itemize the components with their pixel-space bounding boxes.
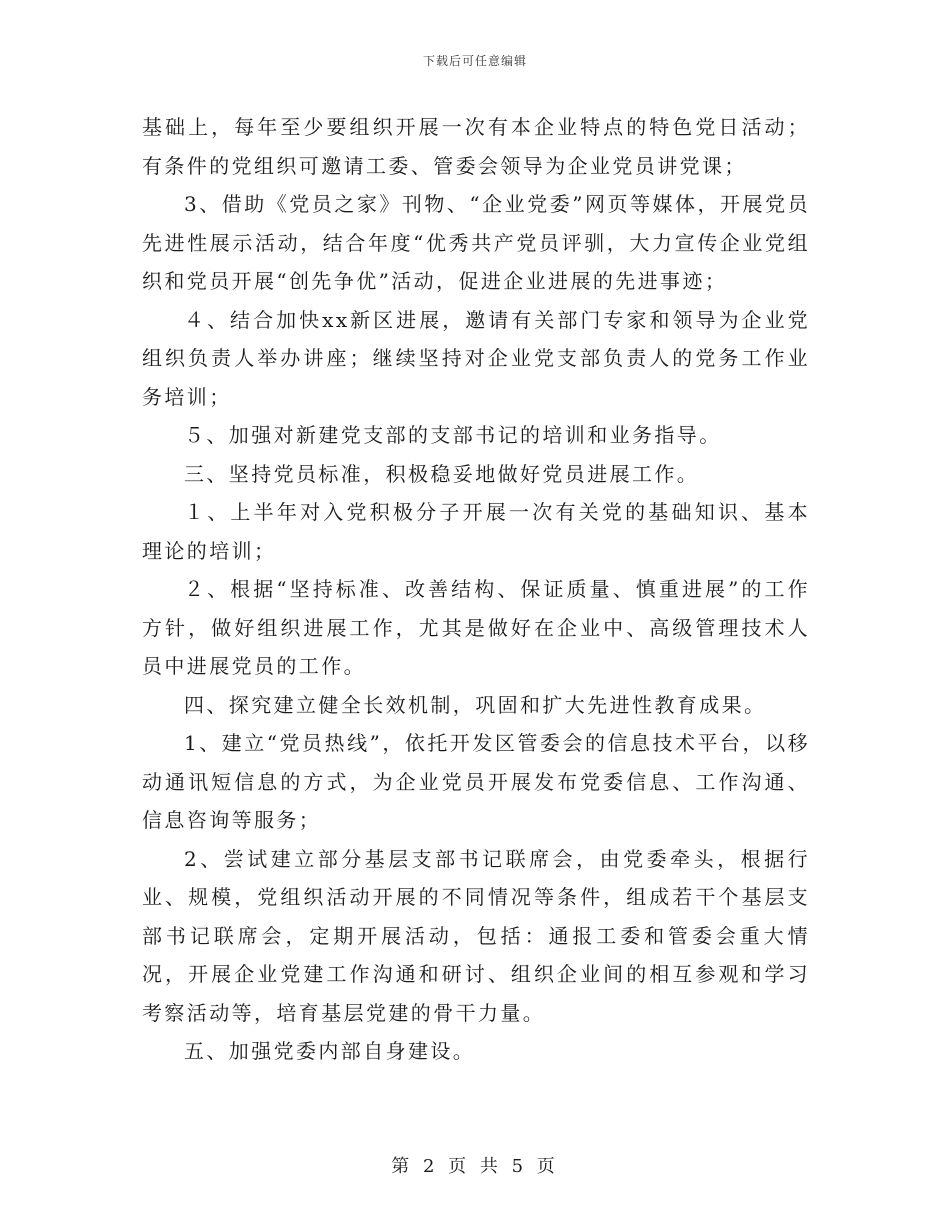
paragraph: １、上半年对入党积极分子开展一次有关党的基础知识、基本理论的培训； — [142, 500, 810, 563]
document-body — [142, 108, 810, 1071]
paragraph: 3、借助《党员之家》刊物、“企业党委”网页等媒体，开展党员先进性展示活动，结合年度“优秀共产党员评驯，大力宣传企业党组织和党员开展“创先争优”活动，促进企业进展的先进事迹； — [142, 192, 810, 293]
paragraph: 2、尝试建立部分基层支部书记联席会，由党委牵头，根据行业、规模，党组织活动开展的不同情况等条件，组成若干个基层支部书记联席会，定期开展活动，包括：通报工委和管委会重大情况，开展企业党建工作沟通和研讨、组织企业间的相互参观和学习考察活动等，培育基层党建的骨干力量。 — [142, 846, 810, 1025]
paragraph: ２、根据“坚持标准、改善结构、保证质量、慎重进展”的工作方针，做好组织进展工作，尤其是做好在企业中、高级管理技术人员中进展党员的工作。 — [142, 577, 810, 678]
paragraph: ５、加强对新建党支部的支部书记的培训和业务指导。 — [184, 423, 722, 447]
paragraph: ４、结合加快xx新区进展，邀请有关部门专家和领导为企业党组织负责人举办讲座；继续坚持对企业党支部负责人的党务工作业务培训； — [142, 307, 810, 409]
section-heading: 四、探究建立健全长效机制，巩固和扩大先进性教育成果。 — [184, 692, 767, 717]
page-header: 下载后可任意编辑 — [422, 54, 527, 68]
page-number: 第 2 页 共 5 页 — [391, 1156, 559, 1177]
section-heading: 三、坚持党员标准，积极稳妥地做好党员进展工作。 — [184, 461, 700, 486]
paragraph: 基础上，每年至少要组织开展一次有本企业特点的特色党日活动；有条件的党组织可邀请工委、管委会领导为企业党员讲党课； — [142, 115, 810, 178]
paragraph: 1、建立“党员热线”，依托开发区管委会的信息技术平台，以移动通讯短信息的方式，为企业党员开展发布党委信息、工作沟通、信息咨询等服务； — [142, 731, 810, 832]
section-heading: 五、加强党委内部自身建设。 — [184, 1039, 476, 1063]
